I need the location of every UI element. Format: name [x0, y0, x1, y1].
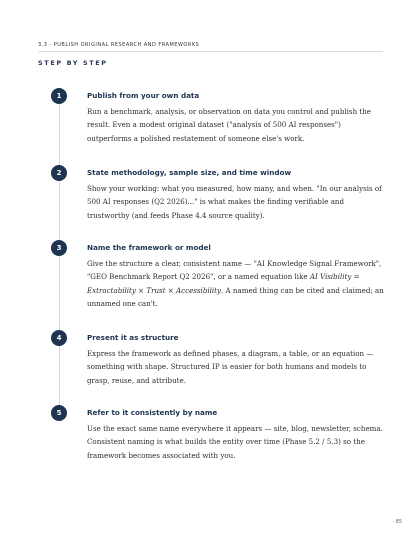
running-head: 3.3 · PUBLISH ORIGINAL RESEARCH AND FRAMEWORKS [38, 42, 200, 48]
step-number-badge: 1 [51, 88, 67, 104]
step-title: Present it as structure [87, 333, 179, 342]
header-divider [38, 51, 383, 52]
step-body-text: . A named thing can be cited and claimed; an unnamed one can't. [87, 285, 384, 309]
step-title: Name the framework or model [87, 243, 211, 252]
step-body: Use the exact same name everywhere it appears — site, blog, newsletter, schema. Consistent naming is what builds the entity over time (Phase 5.2 / 5.3) so the framework becomes associated with you. [87, 424, 383, 460]
step-body: Run a benchmark, analysis, or observation on data you control and publish the result. Even a modest original dataset ("analysis of 500 AI responses") outperforms a polished restatement of someone else's work. [87, 107, 372, 143]
step-number-badge: 3 [51, 240, 67, 256]
section-label: STEP BY STEP [38, 59, 108, 67]
step-title: Refer to it consistently by name [87, 408, 218, 417]
step-title: Publish from your own data [87, 91, 200, 100]
step-number-badge: 4 [51, 330, 67, 346]
step-body: Show your working: what you measured, how many, and when. "In our analysis of 500 AI responses (Q2 2026)..." is what makes the finding verifiable and trustworthy (and feeds Phase 4.4 source quality). [87, 184, 382, 220]
step-body: Express the framework as defined phases, a diagram, a table, or an equation — something with shape. Structured IP is easier for both humans and models to grasp, reuse, and attribute. [87, 349, 374, 385]
step-body-equation: AI Visibility = Extractability × Trust × Accessibility [87, 272, 360, 295]
step-title: State methodology, sample size, and time window [87, 168, 292, 177]
step-body-text: Give the structure a clear, consistent name — "AI Knowledge Signal Framework", "GEO Benchmark Report Q2 2026", or a named equation like [87, 259, 382, 282]
step-number-badge: 2 [51, 165, 67, 181]
step-number-badge: 5 [51, 405, 67, 421]
page-number: · 85 [392, 519, 402, 525]
step-body [87, 257, 385, 311]
